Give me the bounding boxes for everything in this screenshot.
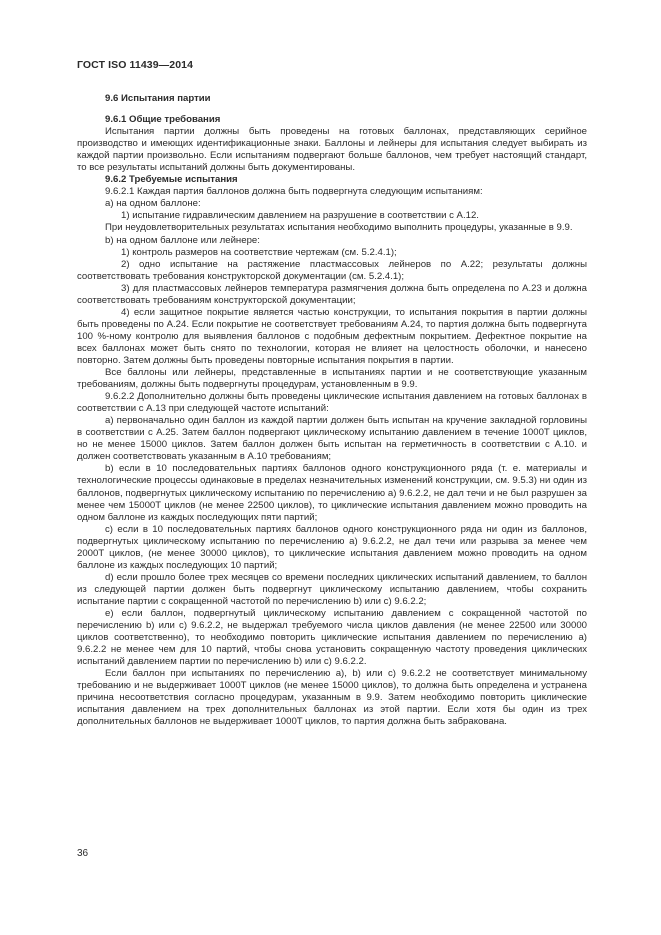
document-body: [77, 93, 587, 728]
paragraph: Все баллоны или лейнеры, представленные в испытаниях партии и не соответствующие указанным требованиям, должны быть подвергнуты процедурам, установленным в 9.9.: [77, 367, 587, 391]
list-item: 2) одно испытание на растяжение пластмассовых лейнеров по А.22; результаты должны соответствовать требования конструкторской документации (см. 5.2.4.1);: [77, 258, 587, 282]
list-item: b) если в 10 последовательных партиях баллонов одного конструкционного ряда (т. е. материалы и технологические процессы одинаковые в пределах незначительных изменений конструкции, см. 9.5.3) ни один из баллонов, подвергнутых циклическому испытанию по перечислению а) 9.6.2.2, не дал течи и не был разрушен за менее чем 15000T циклов (не менее 22500 циклов), то циклические испытания давлением можно проводить на одном баллоне из каждых последующих пяти партий;: [77, 463, 587, 523]
list-item: а) первоначально один баллон из каждой партии должен быть испытан на кручение закладной горловины в соответствии с А.25. Затем баллон подвергают циклическому испытанию давлением в течение 1000T циклов, но не менее 15000 циклов. Затем баллон должен быть испытан на герметичность в соответствии с А.10. и должен соответствовать указанным в А.10 требованиям;: [77, 415, 587, 463]
list-item: d) если прошло более трех месяцев со времени последних циклических испытаний давлением, то баллон из следующей партии должен быть подвергнут циклическому испытанию давлением, чтобы сохранить испытание партии с сокращенной частотой по перечислению b) или с) 9.6.2.2;: [77, 571, 587, 607]
page-number: 36: [77, 848, 89, 859]
list-item: е) если баллон, подвергнутый циклическому испытанию давлением с сокращенной частотой по перечислению b) или с) 9.6.2.2, не выдержал требуемого числа циклов давления (не менее 22500 или 30000 циклов соответственно), то необходимо повторить циклические испытания давлением по перечислению а) 9.6.2.2 не менее чем для 10 партий, чтобы снова установить сокращенную частоту проведения циклических испытаний давлением партии по перечислению b) или с) 9.6.2.2.: [77, 607, 587, 668]
paragraph: Если баллон при испытаниях по перечислению а), b) или с) 9.6.2.2 не соответствует минимальному требованию и не выдерживает 1000T циклов (не менее 15000 циклов), то должна быть определена и устранена причина несоответствия согласно процедурам, указанным в 9.9. Затем необходимо повторить циклические испытания давлением на трех дополнительных баллонах из этой партии. Если хотя бы один из трех дополнительных баллонов не выдерживает 1000T циклов, то партия должна быть забракована.: [77, 668, 587, 728]
document-header: ГОСТ ISO 11439—2014: [77, 59, 194, 71]
paragraph: 9.6.2.1 Каждая партия баллонов должна быть подвергнута следующим испытаниям:: [105, 186, 483, 198]
paragraph: При неудовлетворительных результатах испытания необходимо выполнить процедуры, указанные в 9.9.: [105, 222, 573, 234]
section-heading-9-6: 9.6 Испытания партии: [105, 93, 211, 104]
list-item: 3) для пластмассовых лейнеров температура размягчения должна быть определена по А.23 и должна соответствовать требованиям конструкторской документации;: [77, 282, 587, 306]
list-item: 1) контроль размеров на соответствие чертежам (см. 5.2.4.1);: [121, 246, 397, 258]
list-item: b) на одном баллоне или лейнере:: [105, 234, 260, 246]
list-item: 4) если защитное покрытие является частью конструкции, то испытания покрытия в партии должны быть проведены по А.24. Если покрытие не соответствует требованиям А.24, то партия должна быть подвергнута 100 %-ному контролю для выявления баллонов с подобным дефектным покрытием. Дефектное покрытие на всех баллонах может быть снято по технологии, которая не влияет на целостность оболочки, и нанесено повторно. Затем должны быть проведены повторные испытания покрытия в партии.: [77, 306, 587, 366]
section-heading-9-6-2: 9.6.2 Требуемые испытания: [105, 174, 238, 186]
list-item: а) на одном баллоне:: [105, 198, 201, 210]
paragraph: Испытания партии должны быть проведены на готовых баллонах, представляющих серийное производство и имеющих идентификационные знаки. Баллоны и лейнеры для испытания следует выбирать из каждой партии произвольно. Если испытаниям подвергают больше баллонов, чем требует настоящий стандарт, то все результаты испытаний должны быть документированы.: [77, 126, 587, 174]
list-item: 1) испытание гидравлическим давлением на разрушение в соответствии с А.12.: [121, 210, 479, 222]
paragraph: 9.6.2.2 Дополнительно должны быть проведены циклические испытания давлением на готовых баллонах в соответствии с А.13 при следующей частоте испытаний:: [77, 391, 587, 415]
section-heading-9-6-1: 9.6.1 Общие требования: [105, 114, 221, 126]
list-item: с) если в 10 последовательных партиях баллонов одного конструкционного ряда ни один из баллонов, подвергнутых циклическому испытанию по перечислению а) 9.6.2.2, не дал течи или разрыва за менее чем 2000T циклов, (не менее 30000 циклов), то циклические испытания давлением можно проводить на одном баллоне из каждых последующих 10 партий;: [77, 523, 587, 571]
